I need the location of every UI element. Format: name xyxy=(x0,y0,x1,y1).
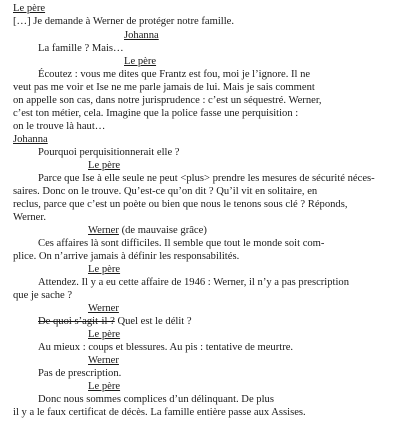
dialogue-line: plice. On n’arrive jamais à définir les responsabilités. xyxy=(13,251,240,262)
dialogue-line: il y a le faux certificat de décès. La famille entière passe aux Assises. xyxy=(13,407,306,418)
dialogue-line: Au mieux : coups et blessures. Au pis : tentative de meurtre. xyxy=(38,342,294,353)
dialogue-line: La famille ? Mais… xyxy=(38,43,124,54)
dialogue-line: […] Je demande à Werner de protéger notre famille. xyxy=(13,16,235,27)
dialogue-line: Donc nous sommes complices d’un délinquant. De plus xyxy=(38,394,274,405)
dialogue-line: Attendez. Il y a eu cette affaire de 1946 : Werner, il n’y a pas prescription xyxy=(38,277,350,288)
speaker-name: Le père xyxy=(88,264,121,275)
speaker-name: Werner xyxy=(88,225,119,236)
speaker-name: Le père xyxy=(88,160,121,171)
dialogue-line xyxy=(38,315,192,328)
dialogue-line: Werner. xyxy=(13,212,46,223)
dialogue-line: Pas de prescription. xyxy=(38,368,122,379)
dialogue-line: Écoutez : vous me dites que Frantz est fou, moi je l’ignore. Il ne xyxy=(38,69,311,80)
dialogue-line: saires. Donc on le trouve. Qu’est-ce qu’on dit ? Qu’il vit en solitaire, en xyxy=(13,186,318,197)
stage-direction: (de mauvaise grâce) xyxy=(118,225,207,236)
dialogue-line: on le trouve là haut… xyxy=(13,121,106,132)
dialogue-line: c’est ton métier, cela. Imagine que la police fasse une perquisition : xyxy=(13,108,299,119)
speaker-name: Werner xyxy=(88,355,119,366)
dialogue-line: Parce que Ise à elle seule ne peut <plus> prendre les mesures de sécurité néces- xyxy=(38,173,375,184)
dialogue-line: reclus, parce que c’est un poète ou bien que nous le tenons sous clé ? Réponds, xyxy=(13,199,348,210)
speaker-name: Werner xyxy=(88,303,119,314)
dialogue-line: Pourquoi perquisitionnerait elle ? xyxy=(38,147,180,158)
dialogue-line: on appelle son cas, dans notre jurisprudence : c’est un séquestré. Werner, xyxy=(13,95,322,106)
dialogue-text: Quel est le délit ? xyxy=(114,316,192,327)
speaker-name: Johanna xyxy=(124,30,159,41)
speaker-name: Le père xyxy=(88,329,121,340)
speaker-name: Le père xyxy=(88,381,121,392)
speaker-name: Le père xyxy=(13,3,46,14)
dialogue-line: que je sache ? xyxy=(13,290,73,301)
speaker-line xyxy=(88,224,207,237)
dialogue-line: Ces affaires là sont difficiles. Il semble que tout le monde soit com- xyxy=(38,238,325,249)
speaker-name: Le père xyxy=(124,56,157,67)
speaker-name: Johanna xyxy=(13,134,48,145)
struck-text: De quoi s’agit-il ? xyxy=(38,316,115,327)
dialogue-line: veut pas me voir et Ise ne me parle jamais de lui. Mais je sais comment xyxy=(13,82,315,93)
